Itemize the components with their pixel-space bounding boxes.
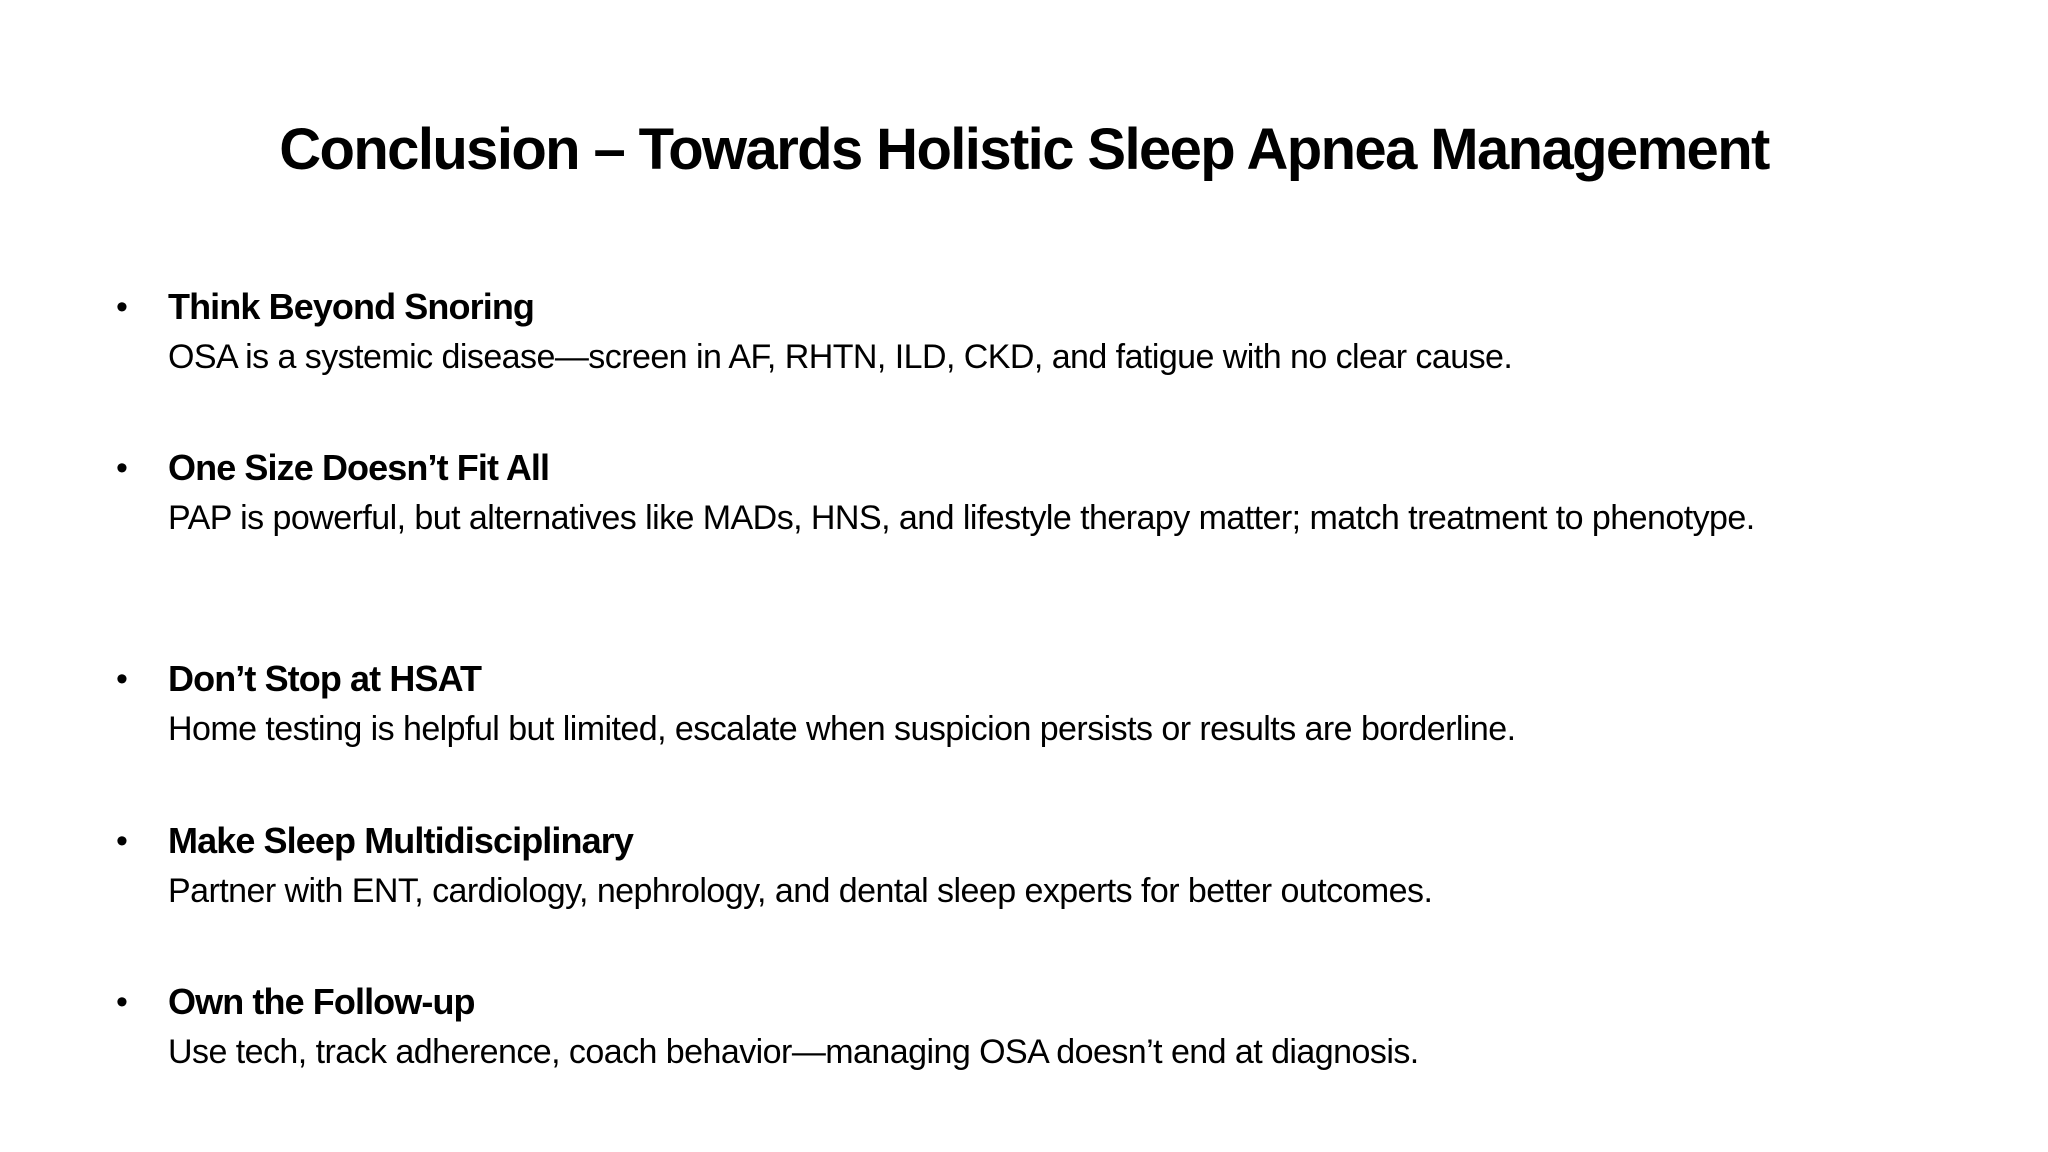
bullet-heading: Think Beyond Snoring — [168, 286, 534, 327]
slide-title: Conclusion – Towards Holistic Sleep Apnea Management — [279, 117, 1769, 182]
bullet-dot-icon: • — [116, 822, 128, 860]
bullet-heading: Make Sleep Multidisciplinary — [168, 820, 633, 861]
bullet-body: PAP is powerful, but alternatives like MADs, HNS, and lifestyle therapy matter; match treatment to phenotype. — [168, 499, 1755, 537]
bullet-heading: Own the Follow-up — [168, 981, 475, 1022]
bullet-body: Partner with ENT, cardiology, nephrology, and dental sleep experts for better outcomes. — [168, 872, 1433, 910]
bullet-heading: Don’t Stop at HSAT — [168, 658, 482, 699]
bullet-dot-icon: • — [116, 288, 128, 326]
bullet-body: OSA is a systemic disease—screen in AF, RHTN, ILD, CKD, and fatigue with no clear cause. — [168, 338, 1513, 376]
bullet-body: Home testing is helpful but limited, escalate when suspicion persists or results are borderline. — [168, 710, 1516, 748]
bullet-heading: One Size Doesn’t Fit All — [168, 447, 550, 488]
bullet-dot-icon: • — [116, 660, 128, 698]
bullet-body: Use tech, track adherence, coach behavior—managing OSA doesn’t end at diagnosis. — [168, 1033, 1419, 1071]
bullet-dot-icon: • — [116, 983, 128, 1021]
bullet-dot-icon: • — [116, 449, 128, 487]
